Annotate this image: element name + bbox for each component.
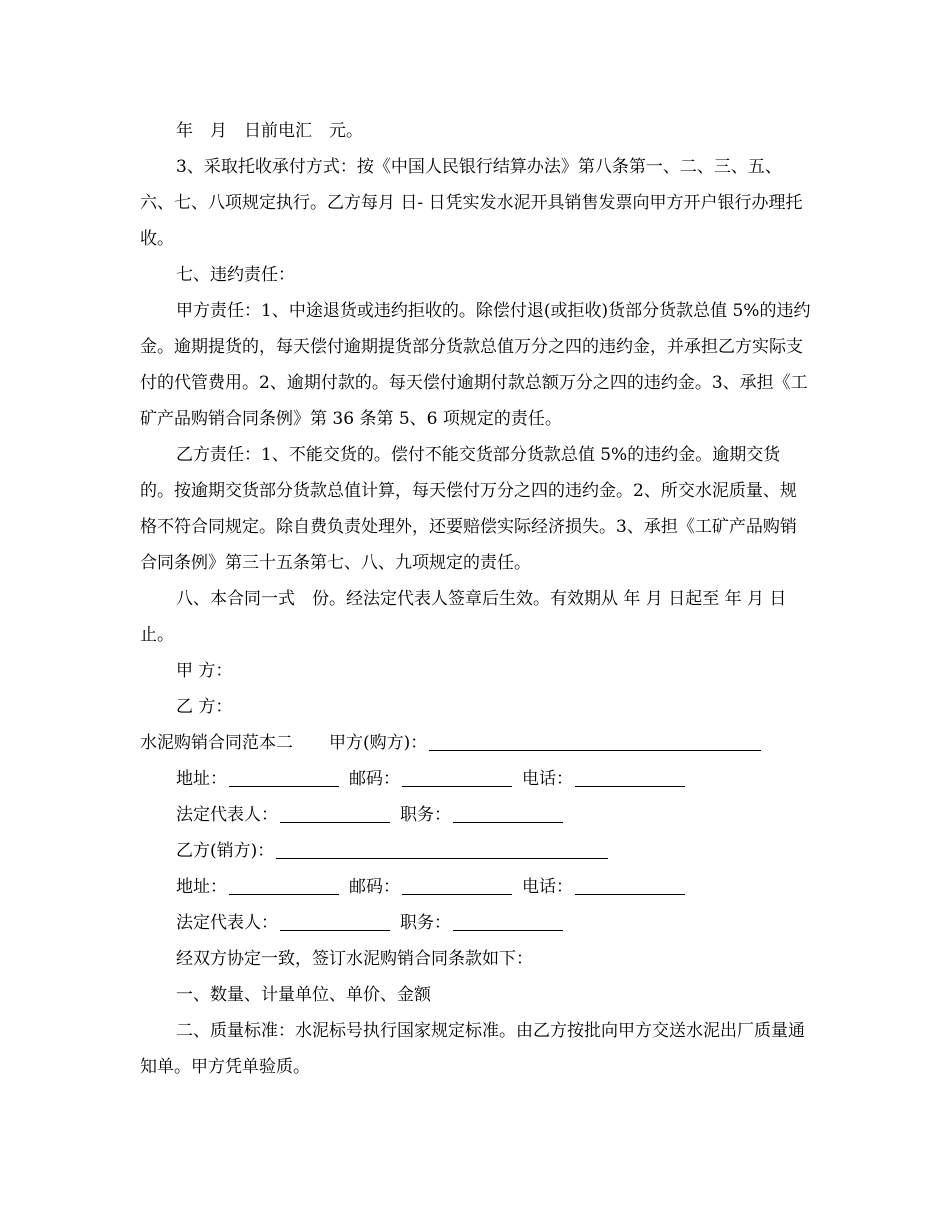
buyer-postcode-blank: [402, 768, 512, 787]
seller-label: 乙方(销方)：: [176, 841, 275, 861]
contract-title: 水泥购销合同范本二: [140, 733, 293, 753]
buyer-phone-label: 电话：: [522, 769, 573, 789]
buyer-rep-blank: [280, 804, 390, 823]
clause-quality-standard: 二、质量标准：水泥标号执行国家规定标准。由乙方按批向甲方交送水泥出厂质量通知单。甲方凭单验质。: [140, 1021, 805, 1077]
title-buyer-row: [140, 725, 812, 761]
buyer-label: 甲方(购方)：: [329, 733, 428, 753]
seller-postcode-blank: [402, 876, 512, 895]
clause-quantity-price: 一、数量、计量单位、单价、金额: [176, 985, 431, 1005]
buyer-contact-row: [140, 761, 812, 797]
paragraph-remittance: 年 月 日前电汇 元。: [176, 121, 363, 141]
seller-postcode-label: 邮码：: [349, 877, 400, 897]
buyer-address-blank: [229, 768, 339, 787]
paragraph-party-b-liability: 乙方责任：1、不能交货的。偿付不能交货部分货款总值 5%的违约金。逾期交货的。按逾期交货部分货款总值计算，每天偿付万分之四的违约金。2、所交水泥质量、规格不符合同规定。除自费负责处理外，还要赔偿实际经济损失。3、承担《工矿产品购销合同条例》第三十五条第七、八、九项规定的责任。: [140, 445, 797, 573]
paragraph-party-a-liability: 甲方责任：1、中途退货或违约拒收的。除偿付退(或拒收)货部分货款总值 5%的违约金。逾期提货的，每天偿付逾期提货部分货款总值万分之四的违约金，并承担乙方实际支付的代管费用。2、逾期付款的。每天偿付逾期付款总额万分之四的违约金。3、承担《工矿产品购销合同条例》第 36 条第 5、6 项规定的责任。: [140, 301, 811, 429]
paragraph-collection-method: 3、采取托收承付方式：按《中国人民银行结算办法》第八条第一、二、三、五、六、七、八项规定执行。乙方每月 日- 日凭实发水泥开具销售发票向甲方开户银行办理托收。: [140, 157, 803, 249]
seller-phone-label: 电话：: [522, 877, 573, 897]
seller-rep-label: 法定代表人：: [176, 913, 278, 933]
document-body: [140, 113, 812, 1085]
buyer-position-blank: [453, 804, 563, 823]
buyer-phone-blank: [575, 768, 685, 787]
seller-rep-row: [140, 905, 812, 941]
buyer-blank: [429, 732, 761, 751]
paragraph-agreement-intro: 经双方协定一致，签订水泥购销合同条款如下：: [176, 949, 533, 969]
signature-party-a: 甲 方：: [176, 661, 233, 681]
signature-party-b: 乙 方：: [176, 697, 233, 717]
buyer-rep-label: 法定代表人：: [176, 805, 278, 825]
buyer-position-label: 职务：: [400, 805, 451, 825]
seller-rep-blank: [280, 912, 390, 931]
seller-position-blank: [453, 912, 563, 931]
seller-position-label: 职务：: [400, 913, 451, 933]
seller-address-blank: [229, 876, 339, 895]
seller-row: [140, 833, 812, 869]
buyer-address-label: 地址：: [176, 769, 227, 789]
seller-contact-row: [140, 869, 812, 905]
seller-blank: [276, 840, 608, 859]
heading-breach-liability: 七、违约责任：: [176, 265, 295, 285]
buyer-rep-row: [140, 797, 812, 833]
seller-phone-blank: [575, 876, 685, 895]
buyer-postcode-label: 邮码：: [349, 769, 400, 789]
paragraph-copies-validity: 八、本合同一式 份。经法定代表人签章后生效。有效期从 年 月 日起至 年 月 日止。: [140, 589, 787, 645]
seller-address-label: 地址：: [176, 877, 227, 897]
